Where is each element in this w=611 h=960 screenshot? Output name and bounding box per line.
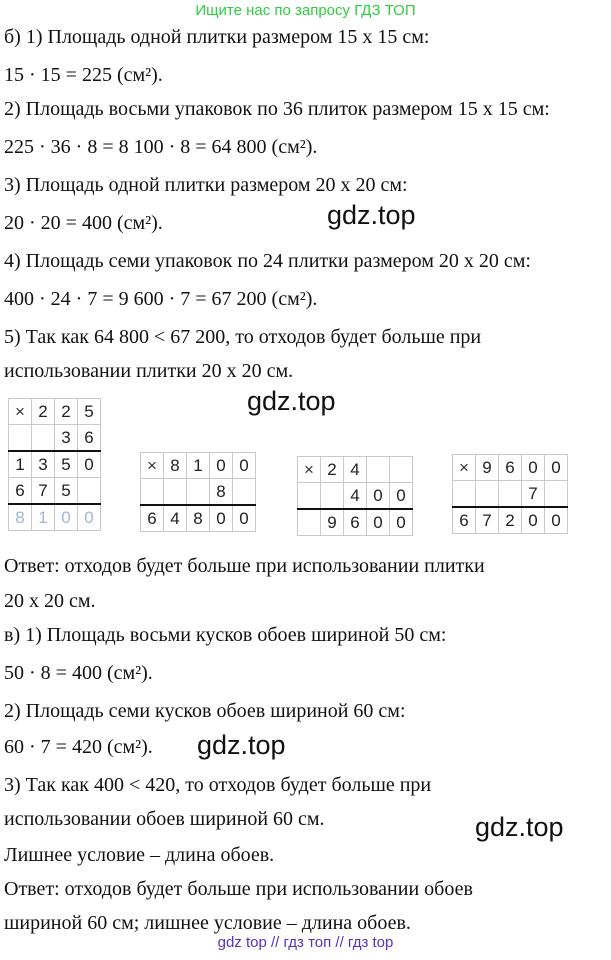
digit: 7 (476, 507, 499, 534)
digit (78, 478, 101, 505)
footer: gdz top // гдз топ // гдз top (217, 934, 394, 951)
formula-line: 50 · 8 = 400 (см²). (4, 662, 153, 684)
answer-line: Ответ: отходов будет больше при использовании плитки (4, 555, 485, 577)
digit: 8 (210, 479, 233, 506)
digit: 6 (141, 505, 164, 532)
digit: 0 (545, 455, 568, 481)
column-multiplication-1 (8, 398, 101, 531)
text-line: 3) Площадь одной плитки размером 20 х 20 см: (4, 174, 408, 196)
formula-line: 60 · 7 = 420 (см²). (4, 736, 153, 758)
digit: 0 (233, 453, 256, 479)
text-line: использовании плитки 20 х 20 см. (4, 360, 294, 382)
digit: 6 (78, 425, 101, 452)
digit: 2 (499, 507, 522, 534)
text-line: 2) Площадь семи кусков обоев шириной 60 см: (4, 700, 406, 722)
digit: 8 (9, 504, 32, 531)
digit: 0 (210, 505, 233, 532)
digit: 8 (187, 505, 210, 532)
digit: 3 (32, 451, 55, 478)
digit: 0 (55, 504, 78, 531)
digit: 6 (9, 478, 32, 505)
digit: 4 (164, 505, 187, 532)
digit (164, 479, 187, 506)
column-multiplication-4 (452, 454, 568, 534)
digit: 0 (390, 509, 413, 536)
digit: 0 (233, 505, 256, 532)
watermark: gdz.top (475, 812, 564, 842)
digit (545, 481, 568, 508)
digit: 0 (78, 451, 101, 478)
digit: 7 (32, 478, 55, 505)
digit: 5 (55, 478, 78, 505)
multiply-sign: × (298, 457, 321, 483)
digit (187, 479, 210, 506)
digit (298, 509, 321, 536)
digit (390, 457, 413, 483)
top-banner: Ищите нас по запросу ГДЗ ТОП (195, 2, 416, 19)
digit: 0 (367, 509, 390, 536)
text-line: 3) Так как 400 < 420, то отходов будет больше при (4, 774, 432, 796)
digit: 0 (522, 507, 545, 534)
answer-line: 20 х 20 см. (4, 590, 96, 612)
text-line: 4) Площадь семи упаковок по 24 плитки размером 20 х 20 см: (4, 250, 531, 272)
digit: 6 (453, 507, 476, 534)
digit (476, 481, 499, 508)
formula-line: 20 · 20 = 400 (см²). (4, 212, 163, 234)
digit: 4 (344, 457, 367, 483)
watermark: gdz.top (247, 386, 336, 416)
digit: 5 (78, 399, 101, 425)
digit: 0 (390, 483, 413, 510)
digit: 2 (32, 399, 55, 425)
formula-line: 225 · 36 · 8 = 8 100 · 8 = 64 800 (см²). (4, 136, 318, 158)
digit: 3 (55, 425, 78, 452)
digit: 1 (9, 451, 32, 478)
digit (321, 483, 344, 510)
digit: 9 (321, 509, 344, 536)
text-line: использовании обоев шириной 60 см. (4, 808, 325, 830)
column-multiplication-3 (297, 456, 413, 536)
digit: 8 (164, 453, 187, 479)
answer-line: Ответ: отходов будет больше при использовании обоев (4, 878, 473, 900)
digit: 2 (321, 457, 344, 483)
formula-line: 400 · 24 · 7 = 9 600 · 7 = 67 200 (см²). (4, 288, 318, 310)
digit: 1 (32, 504, 55, 531)
digit: 7 (522, 481, 545, 508)
watermark: gdz.top (327, 200, 416, 230)
digit: 9 (476, 455, 499, 481)
digit: 4 (344, 483, 367, 510)
digit: 0 (367, 483, 390, 510)
text-line: 5) Так как 64 800 < 67 200, то отходов будет больше при (4, 326, 482, 348)
digit: 0 (545, 507, 568, 534)
digit: 6 (499, 455, 522, 481)
answer-line: шириной 60 см; лишнее условие – длина обоев. (4, 912, 411, 934)
column-multiplication-2 (140, 452, 256, 532)
text-line: б) 1) Площадь одной плитки размером 15 х 15 см: (4, 26, 430, 48)
digit: 0 (78, 504, 101, 531)
formula-line: 15 · 15 = 225 (см²). (4, 64, 163, 86)
watermark: gdz.top (197, 730, 286, 760)
digit: 1 (187, 453, 210, 479)
digit (233, 479, 256, 506)
digit: 0 (522, 455, 545, 481)
text-line: 2) Площадь восьми упаковок по 36 плиток размером 15 х 15 см: (4, 98, 550, 120)
multiply-sign: × (9, 399, 32, 425)
digit (367, 457, 390, 483)
digit (499, 481, 522, 508)
digit: 2 (55, 399, 78, 425)
text-line: Лишнее условие – длина обоев. (4, 844, 275, 866)
text-line: в) 1) Площадь восьми кусков обоев шириной 50 см: (4, 624, 447, 646)
digit (32, 425, 55, 452)
multiply-sign: × (453, 455, 476, 481)
digit: 0 (210, 453, 233, 479)
digit: 5 (55, 451, 78, 478)
multiply-sign: × (141, 453, 164, 479)
digit: 6 (344, 509, 367, 536)
